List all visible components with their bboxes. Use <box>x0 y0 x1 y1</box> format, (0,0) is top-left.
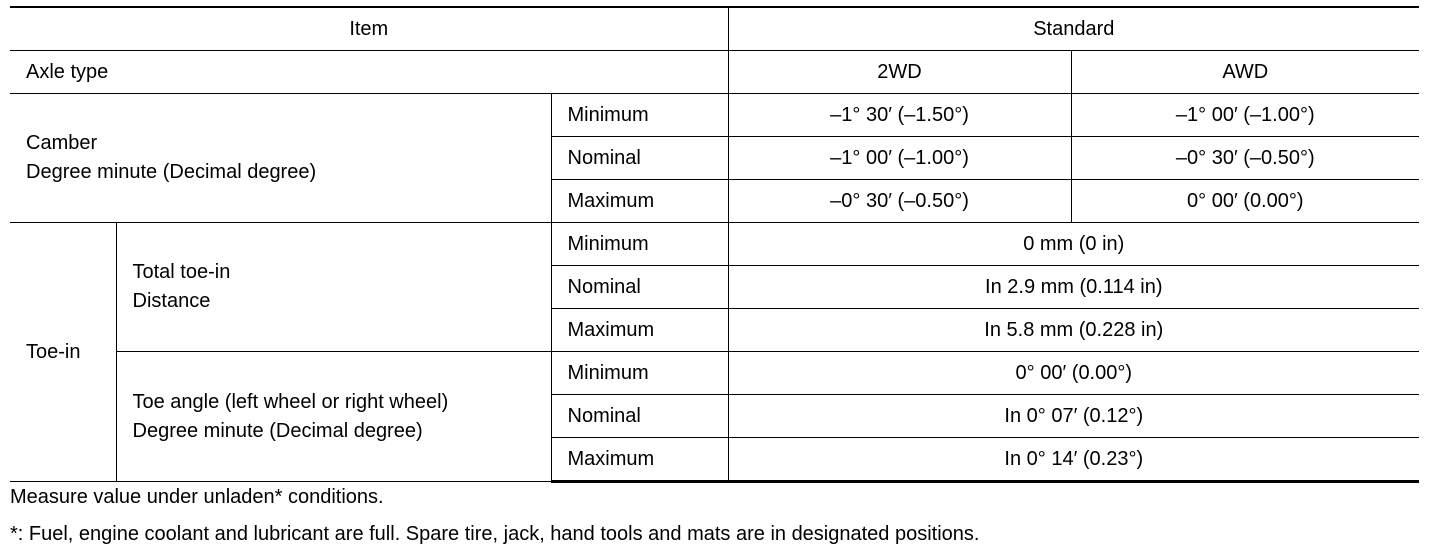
toe-angle-value: In 0° 14′ (0.23°) <box>728 438 1419 482</box>
camber-value-2wd: –1° 00′ (–1.00°) <box>728 137 1071 180</box>
toe-angle-level: Nominal <box>551 395 728 438</box>
camber-level: Minimum <box>551 94 728 137</box>
camber-label <box>10 94 551 223</box>
total-toe-in-label-line1: Total toe-in <box>132 261 231 283</box>
total-toe-in-label <box>116 223 551 352</box>
camber-value-awd: –0° 30′ (–0.50°) <box>1071 137 1419 180</box>
footnote: *: Fuel, engine coolant and lubricant are full. Spare tire, jack, hand tools and mats are in designated positions. <box>10 523 980 545</box>
camber-level: Maximum <box>551 180 728 223</box>
toe-angle-label-line2: Degree minute (Decimal degree) <box>132 419 423 442</box>
toe-angle-label-line1: Toe angle (left wheel or right wheel) <box>132 390 449 413</box>
toe-total-level: Nominal <box>551 266 728 309</box>
toe-angle-row-minimum <box>10 352 1419 395</box>
header-item: Item <box>10 7 728 51</box>
camber-value-2wd: –1° 30′ (–1.50°) <box>728 94 1071 137</box>
header-standard: Standard <box>728 7 1419 51</box>
toe-total-level: Maximum <box>551 309 728 352</box>
toe-total-row-minimum <box>10 223 1419 266</box>
col-2wd-header: 2WD <box>728 51 1071 94</box>
toe-total-value: In 5.8 mm (0.228 in) <box>728 309 1419 352</box>
camber-value-awd: –1° 00′ (–1.00°) <box>1071 94 1419 137</box>
toe-in-label: Toe-in <box>10 223 116 482</box>
col-awd-header: AWD <box>1071 51 1419 94</box>
header-row <box>10 7 1419 51</box>
toe-angle-value: 0° 00′ (0.00°) <box>728 352 1419 395</box>
toe-total-value: In 2.9 mm (0.114 in) <box>728 266 1419 309</box>
camber-level: Nominal <box>551 137 728 180</box>
toe-total-level: Minimum <box>551 223 728 266</box>
toe-angle-level: Minimum <box>551 352 728 395</box>
measure-note: Measure value under unladen* conditions. <box>10 486 384 508</box>
toe-angle-level: Maximum <box>551 438 728 482</box>
camber-row-minimum <box>10 94 1419 137</box>
toe-total-value: 0 mm (0 in) <box>728 223 1419 266</box>
camber-value-2wd: –0° 30′ (–0.50°) <box>728 180 1071 223</box>
total-toe-in-label-line2: Distance <box>132 290 211 312</box>
axle-type-label: Axle type <box>10 51 728 94</box>
toe-angle-label <box>116 352 551 482</box>
axle-type-row <box>10 51 1419 94</box>
toe-angle-value: In 0° 07′ (0.12°) <box>728 395 1419 438</box>
camber-label-line2: Degree minute (Decimal degree) <box>26 161 317 183</box>
wheel-alignment-spec-table <box>10 6 1419 483</box>
camber-label-line1: Camber <box>26 132 98 154</box>
camber-value-awd: 0° 00′ (0.00°) <box>1071 180 1419 223</box>
